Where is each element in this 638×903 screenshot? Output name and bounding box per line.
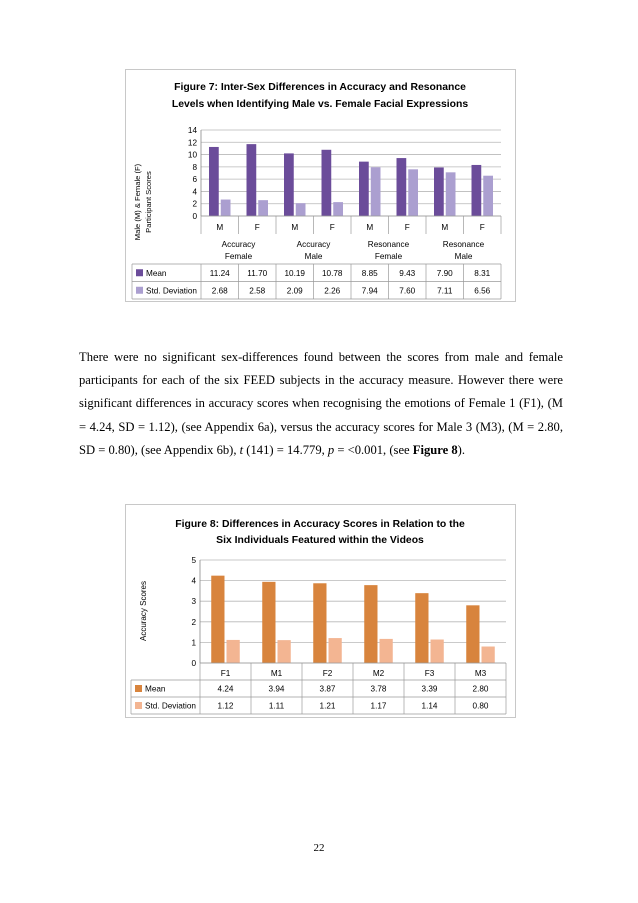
- fig7-legend-mean-swatch: [136, 269, 143, 276]
- fig7-ytick-label: 8: [192, 162, 197, 172]
- fig7-group-label-line2: Male: [454, 252, 473, 261]
- fig8-category-label: F1: [220, 669, 231, 678]
- fig7-group-label-line2: Female: [224, 252, 253, 261]
- fig8-ytick-label: 0: [191, 659, 196, 668]
- fig7-sd-bar: [333, 202, 343, 216]
- fig8-sd-value: 1.11: [268, 701, 285, 711]
- fig8-sd-bar: [380, 639, 393, 663]
- fig7-sd-bar: [371, 167, 381, 216]
- fig8-category-label: F2: [322, 669, 333, 678]
- fig8-legend-sd-label: Std. Deviation: [145, 701, 196, 711]
- fig8-ytick-label: 3: [191, 597, 196, 607]
- fig7-sd-bar: [483, 176, 493, 216]
- fig7-mean-value: 11.24: [209, 268, 230, 278]
- fig8-sd-value: 1.14: [421, 701, 438, 711]
- fig8-sd-value: 1.12: [217, 701, 234, 711]
- fig7-sd-bar: [296, 203, 306, 216]
- fig8-sd-bar: [278, 640, 291, 663]
- fig7-mean-value: 8.85: [361, 268, 378, 278]
- fig7-sd-value: 6.56: [474, 286, 491, 296]
- fig8-sd-value: 1.17: [370, 701, 387, 711]
- fig7-ytick-label: 14: [187, 126, 197, 135]
- fig8-sd-bar: [329, 638, 342, 663]
- fig7-group-label-line1: Accuracy: [221, 240, 256, 249]
- figure-7-svg: [126, 70, 515, 301]
- fig7-sd-value: 2.68: [211, 286, 228, 296]
- fig8-legend-sd-swatch: [135, 702, 142, 709]
- fig7-mean-bar: [209, 147, 219, 216]
- fig7-group-label-line1: Resonance: [442, 240, 485, 249]
- fig8-sd-value: 0.80: [472, 701, 489, 711]
- fig7-sd-bar: [408, 169, 418, 216]
- fig8-ytick-label: 4: [191, 576, 196, 586]
- fig8-mean-value: 3.39: [421, 684, 438, 694]
- figure-8-svg: [126, 505, 515, 717]
- fig7-group-label-line1: Resonance: [367, 240, 410, 249]
- fig8-mean-bar: [364, 585, 377, 663]
- figure-7-chart: [125, 69, 516, 302]
- fig8-category-label: M3: [474, 669, 487, 678]
- fig7-mean-bar: [434, 167, 444, 216]
- fig7-sd-bar: [258, 200, 268, 216]
- figure-7-title-line2: Levels when Identifying Male vs. Female Facial Expressions: [171, 99, 469, 110]
- fig7-sd-value: 7.94: [361, 286, 378, 296]
- fig8-sd-bar: [227, 640, 240, 663]
- fig7-ytick-label: 10: [187, 150, 197, 160]
- fig8-mean-value: 3.78: [370, 684, 387, 694]
- fig8-mean-value: 3.94: [268, 684, 285, 694]
- figure-7-ylabel-line2: Participant Scores: [144, 171, 153, 233]
- fig7-legend-sd-label: Std. Deviation: [146, 286, 197, 296]
- fig7-sd-value: 2.26: [324, 286, 341, 296]
- fig8-category-label: M1: [270, 669, 283, 678]
- figure-8-chart: [125, 504, 516, 718]
- fig7-mean-value: 10.78: [322, 268, 343, 278]
- fig7-group-label-line2: Male: [304, 252, 323, 261]
- fig8-sd-bar: [482, 647, 495, 663]
- fig7-mean-value: 7.90: [436, 268, 453, 278]
- fig7-mean-bar: [284, 153, 294, 216]
- p-symbol: p: [327, 442, 335, 457]
- fig7-sd-value: 7.60: [399, 286, 416, 296]
- body-paragraph: [79, 346, 563, 462]
- fig7-ytick-label: 6: [192, 175, 197, 185]
- figure-7-title-line1: Figure 7: Inter-Sex Differences in Accuracy and Resonance: [174, 82, 466, 93]
- figure-7-ylabel-line1: Male (M) & Female (F): [133, 163, 142, 241]
- fig8-sd-value: 1.21: [319, 701, 336, 711]
- t-symbol: t: [239, 442, 244, 457]
- fig8-ytick-label: 5: [191, 556, 196, 565]
- fig8-sd-bar: [431, 640, 444, 663]
- fig7-category-label: M: [216, 223, 224, 232]
- figure-8-title-line2: Six Individuals Featured within the Videos: [216, 535, 424, 546]
- paragraph-text-4: ).: [457, 442, 466, 457]
- paragraph-text-1: There were no significant sex-differences found between the scores from male and female participants for each of the six FEED subjects in the accuracy measure. However there were significant differences in accuracy scores when recognising the emotions of Female 1 (F1), (M = 4.24, SD = 1.12), (see Appendix 6a), versus the accuracy scores for Male 3 (M3), (M = 2.80, SD = 0.80), (see Appendix 6b),: [79, 350, 563, 457]
- fig8-legend-mean-label: Mean: [145, 684, 166, 694]
- fig8-category-label: M2: [372, 669, 385, 678]
- fig7-ytick-label: 2: [192, 199, 197, 209]
- fig7-sd-value: 2.09: [286, 286, 303, 296]
- fig7-ytick-label: 4: [192, 187, 197, 197]
- fig8-legend-mean-swatch: [135, 685, 142, 692]
- fig7-sd-value: 7.11: [437, 286, 453, 296]
- fig7-ytick-label: 12: [187, 138, 197, 148]
- fig7-category-label: M: [291, 223, 299, 232]
- fig7-category-label: F: [254, 223, 260, 232]
- fig7-sd-bar: [221, 200, 231, 216]
- fig7-legend-sd-swatch: [136, 287, 143, 294]
- fig7-sd-bar: [446, 172, 456, 216]
- fig7-mean-bar: [397, 158, 407, 216]
- figure-8-title-line1: Figure 8: Differences in Accuracy Scores in Relation to the: [175, 519, 465, 530]
- fig8-mean-value: 4.24: [217, 684, 234, 694]
- figure-8-reference: Figure 8: [412, 442, 458, 457]
- fig7-mean-bar: [359, 162, 369, 216]
- fig7-group-label-line2: Female: [374, 252, 403, 261]
- fig8-mean-bar: [211, 576, 224, 663]
- figure-8-ylabel: Accuracy Scores: [139, 580, 148, 642]
- fig8-mean-bar: [466, 605, 479, 663]
- fig8-mean-value: 3.87: [319, 684, 336, 694]
- fig7-mean-value: 9.43: [399, 268, 416, 278]
- fig7-mean-value: 11.70: [247, 268, 268, 278]
- fig7-group-label-line1: Accuracy: [296, 240, 331, 249]
- fig7-mean-bar: [322, 150, 332, 216]
- fig7-category-label: F: [329, 223, 335, 232]
- fig8-mean-bar: [262, 582, 275, 663]
- fig8-mean-bar: [313, 583, 326, 663]
- fig7-mean-bar: [247, 144, 257, 216]
- fig7-sd-value: 2.58: [249, 286, 266, 296]
- fig8-category-label: F3: [424, 669, 435, 678]
- fig8-mean-bar: [415, 593, 428, 663]
- fig7-category-label: M: [366, 223, 374, 232]
- fig7-category-label: F: [404, 223, 410, 232]
- paragraph-text-3: = <0.001, (see: [334, 442, 413, 457]
- fig7-category-label: M: [441, 223, 449, 232]
- fig8-ytick-label: 1: [191, 638, 196, 648]
- fig7-mean-value: 10.19: [284, 268, 305, 278]
- fig7-mean-bar: [472, 165, 482, 216]
- paragraph-text-2: (141) = 14.779,: [243, 442, 328, 457]
- fig8-ytick-label: 2: [191, 617, 196, 627]
- fig7-legend-mean-label: Mean: [146, 268, 167, 278]
- fig7-ytick-label: 0: [192, 212, 197, 221]
- page-number: 22: [313, 842, 325, 854]
- fig7-category-label: F: [479, 223, 485, 232]
- fig8-mean-value: 2.80: [472, 684, 489, 694]
- fig7-mean-value: 8.31: [474, 268, 491, 278]
